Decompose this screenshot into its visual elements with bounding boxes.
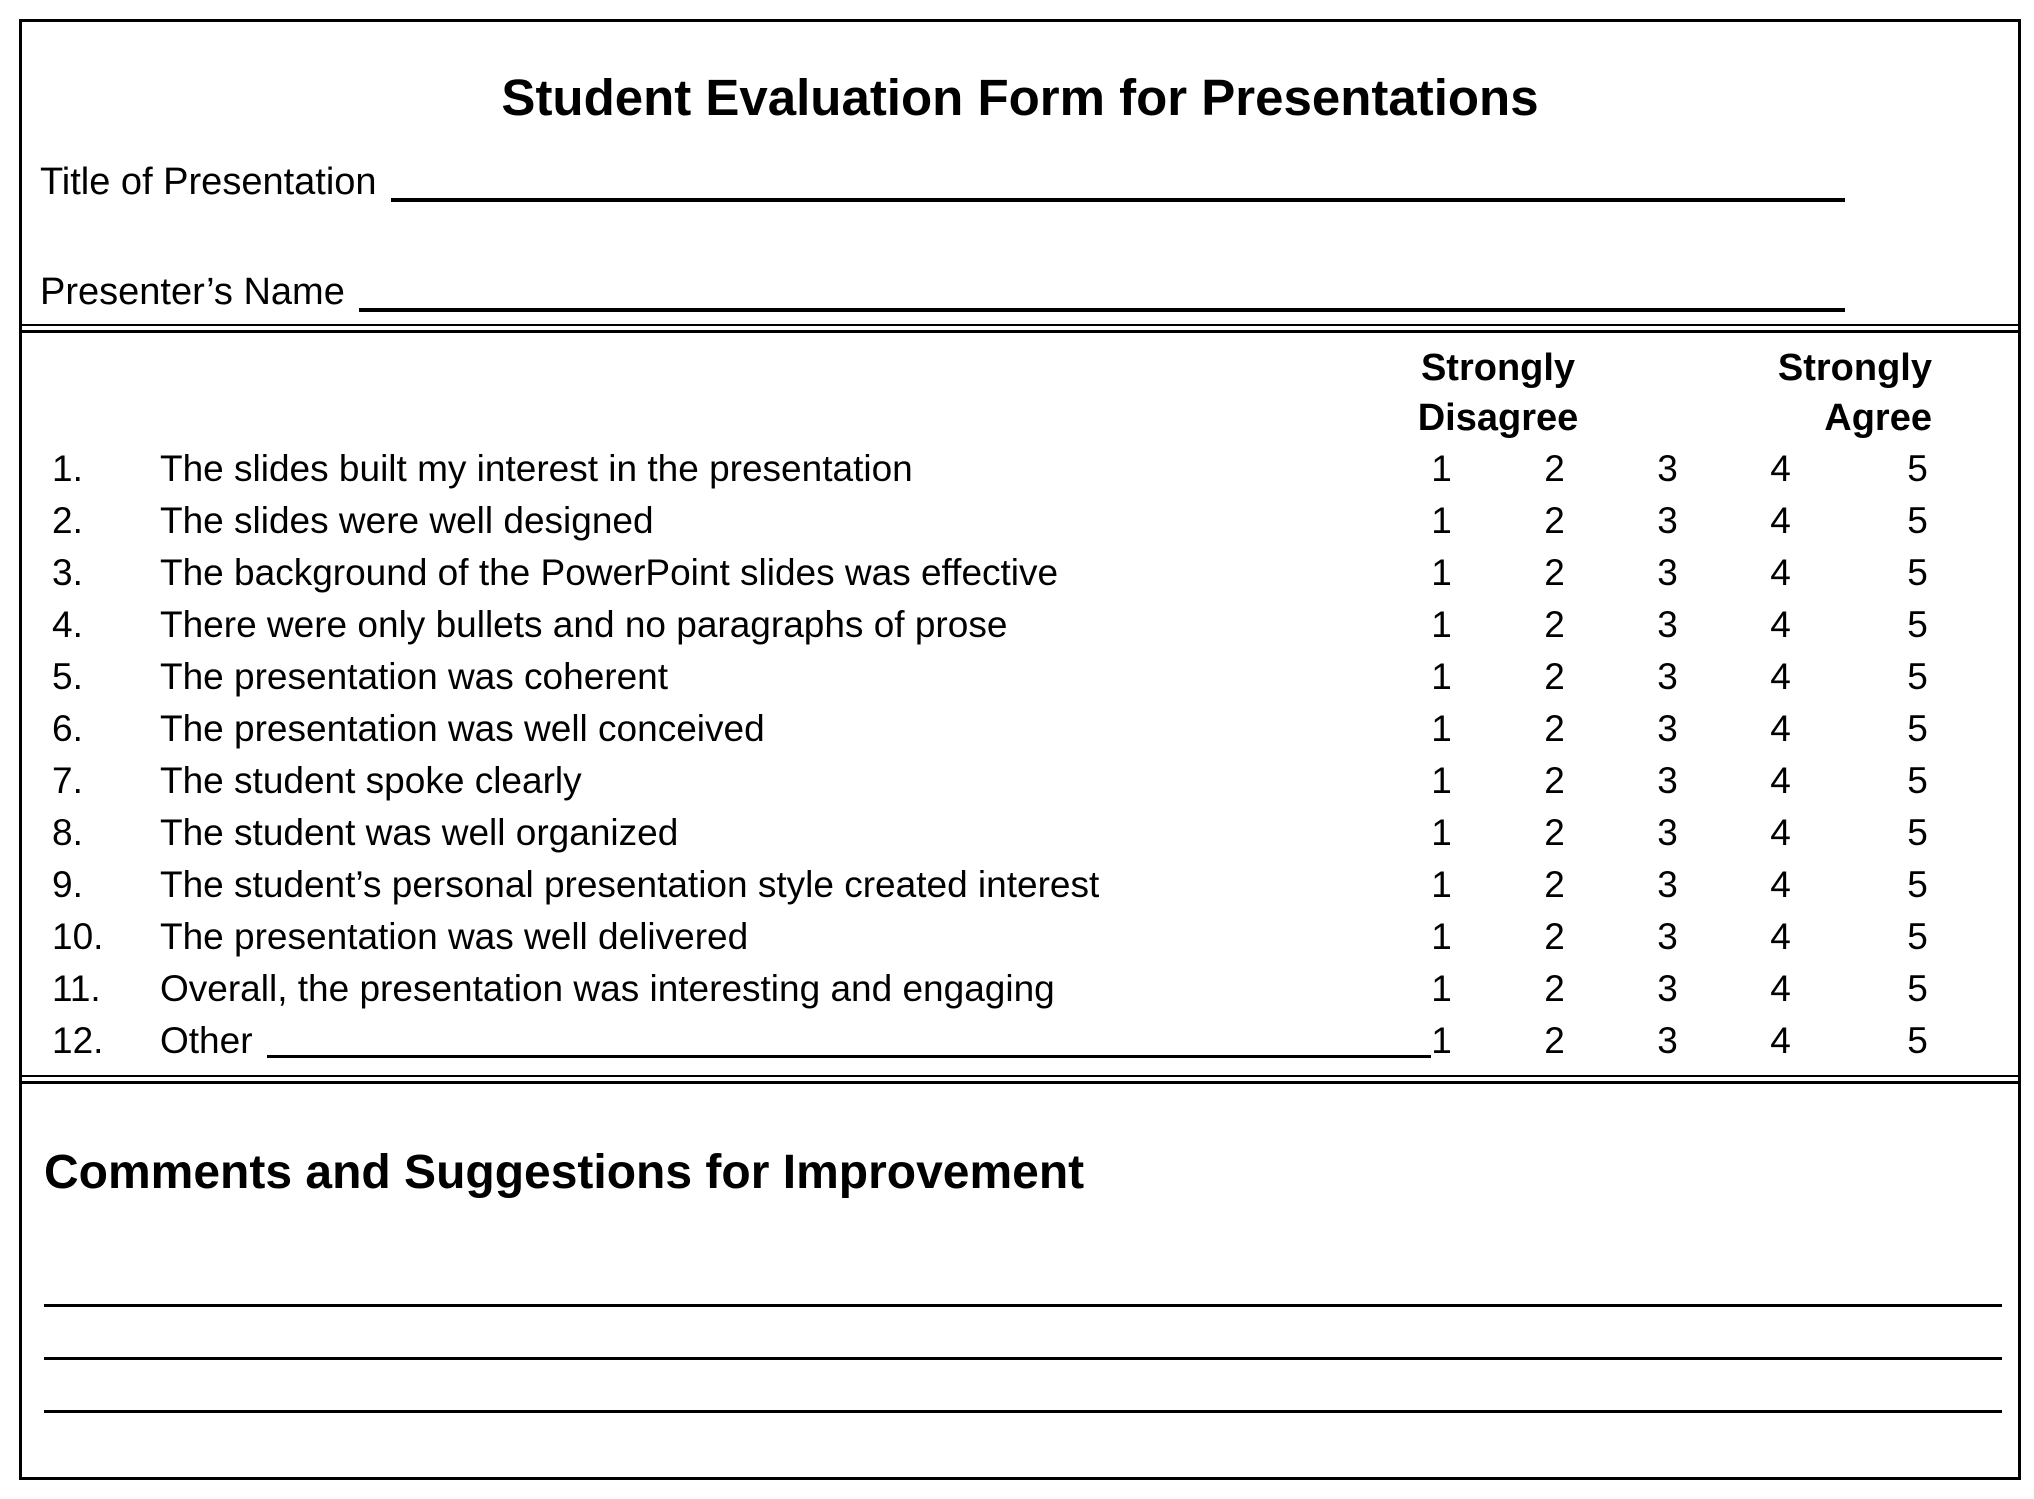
rating-option-3[interactable]: 3 <box>1657 864 1678 905</box>
comment-line[interactable] <box>44 1304 2002 1307</box>
question-number: 6. <box>52 708 83 749</box>
question-text-label: The presentation was well delivered <box>160 916 749 957</box>
question-row <box>22 651 2018 703</box>
scale-header-text: Disagree <box>1417 397 1579 439</box>
presentation-title-field <box>40 158 1845 206</box>
comments-heading: Comments and Suggestions for Improvement <box>44 1146 1085 1199</box>
rating-option-3[interactable]: 3 <box>1657 708 1678 749</box>
rating-option-1[interactable]: 1 <box>1431 968 1452 1009</box>
rating-option-1[interactable]: 1 <box>1431 916 1452 957</box>
question-row <box>22 495 2018 547</box>
comment-line[interactable] <box>44 1357 2002 1360</box>
question-text <box>160 651 1385 703</box>
rating-option-2[interactable]: 2 <box>1544 708 1565 749</box>
question-text-label: Overall, the presentation was interesting and engaging <box>160 968 1055 1009</box>
question-text <box>160 755 1385 807</box>
rating-option-3[interactable]: 3 <box>1657 448 1678 489</box>
question-text <box>160 443 1385 495</box>
question-number: 5. <box>52 656 83 697</box>
question-number: 1. <box>52 448 83 489</box>
rating-option-3[interactable]: 3 <box>1657 552 1678 593</box>
question-text-label: The presentation was well conceived <box>160 708 765 749</box>
rating-option-3[interactable]: 3 <box>1657 656 1678 697</box>
rating-option-4[interactable]: 4 <box>1770 1020 1791 1061</box>
rating-option-2[interactable]: 2 <box>1544 1020 1565 1061</box>
question-number: 7. <box>52 760 83 801</box>
question-row <box>22 547 2018 599</box>
question-number: 11. <box>52 968 101 1009</box>
question-text-label: The presentation was coherent <box>160 656 669 697</box>
rating-option-1[interactable]: 1 <box>1431 500 1452 541</box>
page-title: Student Evaluation Form for Presentations <box>501 69 1539 126</box>
rating-option-5[interactable]: 5 <box>1907 448 1928 489</box>
presenter-name-input-line[interactable] <box>359 278 1845 312</box>
rating-option-1[interactable]: 1 <box>1431 448 1452 489</box>
question-number: 8. <box>52 812 83 853</box>
question-row <box>22 1015 2018 1067</box>
rating-option-3[interactable]: 3 <box>1657 760 1678 801</box>
rating-option-3[interactable]: 3 <box>1657 916 1678 957</box>
rating-option-4[interactable]: 4 <box>1770 708 1791 749</box>
rating-option-2[interactable]: 2 <box>1544 760 1565 801</box>
rating-option-1[interactable]: 1 <box>1431 604 1452 645</box>
question-text <box>160 859 1385 911</box>
rating-option-5[interactable]: 5 <box>1907 916 1928 957</box>
rating-option-1[interactable]: 1 <box>1431 812 1452 853</box>
rating-option-3[interactable]: 3 <box>1657 500 1678 541</box>
question-text-label: The slides were well designed <box>160 500 654 541</box>
rating-option-4[interactable]: 4 <box>1770 552 1791 593</box>
rating-option-3[interactable]: 3 <box>1657 604 1678 645</box>
rating-option-2[interactable]: 2 <box>1544 968 1565 1009</box>
question-number: 2. <box>52 500 83 541</box>
scale-header-text: Agree <box>1824 397 1932 439</box>
section-divider-top <box>22 324 2018 333</box>
rating-option-2[interactable]: 2 <box>1544 604 1565 645</box>
scale-header-strongly-agree <box>1724 343 1982 443</box>
rating-option-3[interactable]: 3 <box>1657 1020 1678 1061</box>
question-number: 12. <box>52 1020 104 1061</box>
question-row <box>22 911 2018 963</box>
presenter-name-label: Presenter’s Name <box>40 271 345 313</box>
rating-option-2[interactable]: 2 <box>1544 812 1565 853</box>
question-row <box>22 859 2018 911</box>
rating-option-1[interactable]: 1 <box>1431 552 1452 593</box>
rating-option-3[interactable]: 3 <box>1657 968 1678 1009</box>
rating-option-5[interactable]: 5 <box>1907 864 1928 905</box>
rating-option-4[interactable]: 4 <box>1770 864 1791 905</box>
presentation-title-label: Title of Presentation <box>40 161 377 203</box>
section-divider-bottom <box>22 1075 2018 1084</box>
rating-option-5[interactable]: 5 <box>1907 760 1928 801</box>
question-text <box>160 963 1385 1015</box>
rating-option-2[interactable]: 2 <box>1544 864 1565 905</box>
rating-option-3[interactable]: 3 <box>1657 812 1678 853</box>
rating-option-5[interactable]: 5 <box>1907 812 1928 853</box>
question-text <box>160 911 1385 963</box>
question-text-label: The student’s personal presentation style created interest <box>160 864 1100 905</box>
rating-option-5[interactable]: 5 <box>1907 500 1928 541</box>
question-text-label: Other <box>160 1020 253 1061</box>
rating-option-5[interactable]: 5 <box>1907 1020 1928 1061</box>
question-row <box>22 963 2018 1015</box>
rating-option-5[interactable]: 5 <box>1907 656 1928 697</box>
rating-scale-header <box>22 333 2018 443</box>
rating-option-4[interactable]: 4 <box>1770 812 1791 853</box>
rating-option-1[interactable]: 1 <box>1431 1020 1452 1061</box>
rating-option-4[interactable]: 4 <box>1770 968 1791 1009</box>
rating-option-2[interactable]: 2 <box>1544 916 1565 957</box>
question-text <box>160 495 1385 547</box>
presentation-title-input-line[interactable] <box>391 168 1845 202</box>
rating-option-5[interactable]: 5 <box>1907 968 1928 1009</box>
question-text <box>160 703 1385 755</box>
question-text-label: The student was well organized <box>160 812 679 853</box>
question-text-label: The slides built my interest in the presentation <box>160 448 913 489</box>
rating-option-4[interactable]: 4 <box>1770 760 1791 801</box>
rating-option-5[interactable]: 5 <box>1907 604 1928 645</box>
rating-option-4[interactable]: 4 <box>1770 656 1791 697</box>
rating-option-2[interactable]: 2 <box>1544 448 1565 489</box>
rating-option-2[interactable]: 2 <box>1544 552 1565 593</box>
rating-option-4[interactable]: 4 <box>1770 916 1791 957</box>
question-number: 10. <box>52 916 104 957</box>
rating-option-5[interactable]: 5 <box>1907 552 1928 593</box>
rating-option-1[interactable]: 1 <box>1431 864 1452 905</box>
rating-option-1[interactable]: 1 <box>1431 656 1452 697</box>
rating-option-2[interactable]: 2 <box>1544 656 1565 697</box>
question-text <box>160 599 1385 651</box>
scale-header-strongly-disagree <box>1385 343 1611 443</box>
scale-header-text: Strongly <box>1777 347 1932 389</box>
question-list <box>22 443 2018 1067</box>
question-text <box>160 547 1385 599</box>
rating-option-4[interactable]: 4 <box>1770 500 1791 541</box>
question-row <box>22 703 2018 755</box>
question-row <box>22 807 2018 859</box>
question-number: 4. <box>52 604 83 645</box>
presenter-name-field <box>40 268 1845 316</box>
question-number: 3. <box>52 552 83 593</box>
scale-header-text: Strongly <box>1420 347 1576 389</box>
comments-area <box>22 1304 2018 1413</box>
question-row <box>22 599 2018 651</box>
rating-option-2[interactable]: 2 <box>1544 500 1565 541</box>
question-text-label: There were only bullets and no paragraphs of prose <box>160 604 1008 645</box>
question-text-label: The background of the PowerPoint slides was effective <box>160 552 1059 593</box>
question-number: 9. <box>52 864 83 905</box>
question-text <box>160 807 1385 859</box>
question-row <box>22 443 2018 495</box>
question-row <box>22 755 2018 807</box>
rating-option-4[interactable]: 4 <box>1770 604 1791 645</box>
question-text-label: The student spoke clearly <box>160 760 582 801</box>
evaluation-form <box>19 19 2021 1480</box>
other-input-line[interactable] <box>267 1021 1431 1058</box>
question-text <box>160 1015 1385 1067</box>
rating-option-5[interactable]: 5 <box>1907 708 1928 749</box>
rating-option-1[interactable]: 1 <box>1431 760 1452 801</box>
rating-option-4[interactable]: 4 <box>1770 448 1791 489</box>
rating-option-1[interactable]: 1 <box>1431 708 1452 749</box>
comment-line[interactable] <box>44 1410 2002 1413</box>
